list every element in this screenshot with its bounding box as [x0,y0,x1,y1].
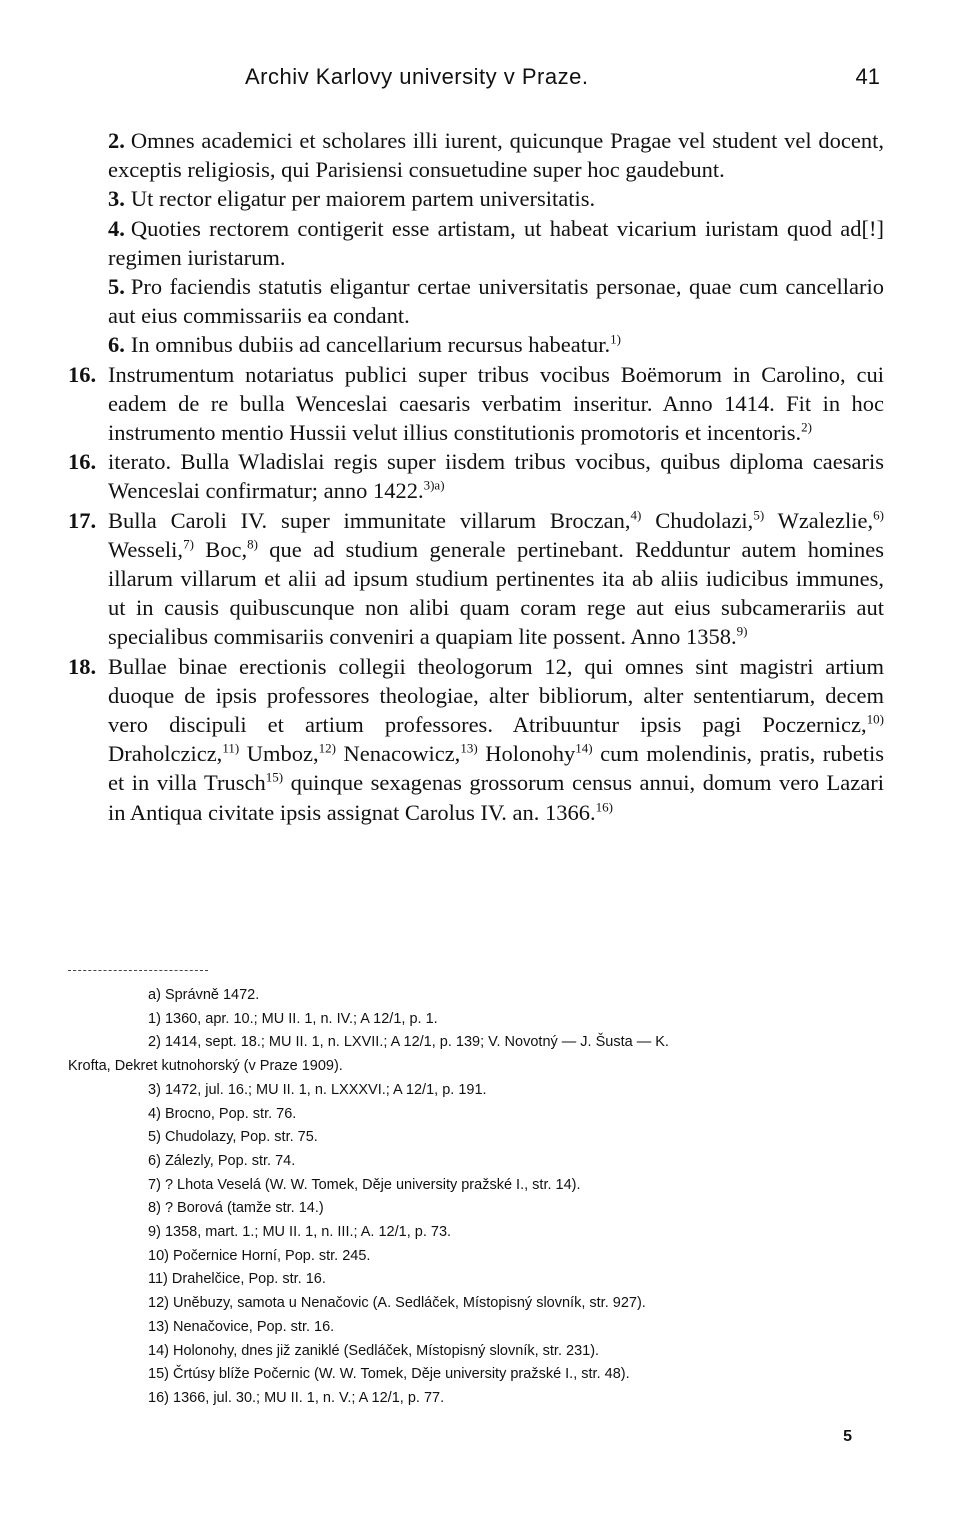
footnote-mark: 5) [148,1129,161,1146]
footnotes [68,984,890,1411]
footnote [68,1150,890,1174]
footnote-ref: 12) [318,740,336,756]
footnote [68,1245,890,1269]
list-item-number: 6. [108,332,125,358]
footnote-mark: 1) [148,1010,161,1027]
footnote [68,984,890,1008]
footnote [68,1008,890,1032]
footnote-text: 1360, apr. 10.; MU II. 1, n. IV.; A 12/1, p. 1. [164,1010,438,1027]
footnote-text: Zálezly, Pop. str. 74. [164,1152,296,1169]
footnote-ref: 15) [265,769,284,785]
page-number: 41 [855,64,880,89]
footnote-ref: 2) [801,419,812,435]
footnote-mark: 4) [148,1105,161,1122]
footnote-text: Črtúsy blíže Počernic (W. W. Tomek, Děje university pražské I., str. 48). [173,1366,630,1383]
footnote-text: Holonohy, dnes již zaniklé (Sedláček, Místopisný slovník, str. 231). [173,1342,600,1359]
entry-text: Draholczicz, [108,741,223,767]
footnote-mark: 13) [148,1318,169,1335]
entry-text: Nenacowicz, [335,741,461,767]
footnote [68,1031,890,1055]
entry-16-iterato [68,447,884,505]
signature-mark: 5 [843,1428,852,1445]
footnote [68,1268,890,1292]
footnote-ref: 3)a) [423,477,445,493]
list-item-number: 5. [108,274,125,300]
list-item [68,184,884,213]
footnote-continuation [68,1055,890,1079]
footnote-mark: 11) [148,1271,168,1288]
list-item-number: 3. [108,186,125,212]
list-item-text: Quoties rectorem contigerit esse artistam, ut habeat vicarium iuristam quod ad[!] regimen iuristarum. [108,215,884,270]
running-title: Archiv Karlovy university v Praze. [245,64,589,89]
footnote-text: 1472, jul. 16.; MU II. 1, n. LXXXVI.; A 12/1, p. 191. [164,1081,487,1098]
footnote-ref: 13) [460,740,478,756]
footnote-mark: 2) [148,1034,161,1051]
entry-number: 16. [68,361,97,387]
footnote-separator [68,970,208,971]
footnote-ref: 10) [866,711,884,727]
list-item [68,330,884,359]
footnote [68,1221,890,1245]
list-item-number: 4. [108,215,125,241]
footnote-mark: 7) [148,1176,161,1193]
footnote [68,1316,890,1340]
entry-number: 16. [68,449,97,475]
entry-text: Chudolazi, [641,507,754,533]
list-item-text: Pro faciendis statutis eligantur certae universitatis personae, quae cum cancellario aut eius commissariis ea condant. [108,274,884,329]
footnote-text: 1414, sept. 18.; MU II. 1, n. LXVII.; A 12/1, p. 139; V. Novotný — J. Šusta — K. [164,1034,669,1051]
footnote-mark: 12) [148,1295,169,1312]
entry-text: Bulla Caroli IV. super immunitate villarum Broczan, [108,507,631,533]
footnote-mark: 6) [148,1152,161,1169]
entry-text: Redduntur autem homines illarum villarum et alii ad ipsum studium pertinentes ita ab aliis iudicibus immunes, ut in causis quibuscunque non alibi quam coram rege aut eius subcamerariis aut specialibus commisariis conveniri a quapiam lite possent. Anno 1358. [108,536,885,650]
footnote-mark: 14) [148,1342,169,1359]
list-item-number: 2. [108,128,125,153]
footnote-text: 1358, mart. 1.; MU II. 1, n. III.; A. 12/1, p. 73. [164,1224,452,1241]
footnote-text: ? Lhota Veselá (W. W. Tomek, Děje university pražské I., str. 14). [164,1176,581,1193]
list-item-text: Ut rector eligatur per maiorem partem universitatis. [130,186,596,212]
entry-16 [68,360,884,448]
footnote [68,1292,890,1316]
entry-text: cum molendinis, pratis, rubetis et in villa Trusch [108,741,884,796]
entry-text: iterato. Bulla Wladislai regis super iisdem tribus vocibus, quibus diploma caesaris Wenceslai confirmatur; anno 1422. [108,449,884,504]
footnote [68,1103,890,1127]
footnote-ref: 16) [595,799,614,815]
footnote [68,1126,890,1150]
footnote-text: Počernice Horní, Pop. str. 245. [173,1247,371,1264]
footnote-mark: 15) [148,1366,169,1383]
footnote-ref: 11) [222,740,240,756]
entry-text: Boc, [193,536,248,562]
footnote-ref: 7) [183,536,194,552]
footnote [68,1340,890,1364]
running-header [0,64,960,104]
entry-17 [68,506,884,652]
footnote [68,1079,890,1103]
footnote-mark: 3) [148,1081,161,1098]
footnote-mark: 10) [148,1247,169,1264]
footnote-ref: 4) [630,507,642,523]
entry-18 [68,652,884,827]
footnote-mark: 9) [148,1224,161,1241]
footnote-ref: 14) [575,740,593,756]
entry-text: Holonohy [477,741,576,767]
footnote-text: Krofta, Dekret kutnohorský (v Praze 1909). [68,1058,343,1075]
list-item-text: Omnes academici et scholares illi iurent, quicunque Pragae vel student vel docent, exceptis religiosis, qui Parisiensi consuetudine super hoc gaudebunt. [108,128,884,183]
entry-text: Bullae binae erectionis collegii theologorum 12, qui omnes sint magistri artium duoque de ipsis professores theologiae, alter bibliorum, alter sententiarum, decem vero discipuli et artium professores. Atribuuntur ipsis pagi Poczernicz, [108,653,884,738]
footnote-mark: 16) [148,1389,169,1406]
footnote-ref: 8) [247,536,258,552]
footnote-text: Drahelčice, Pop. str. 16. [171,1271,326,1288]
entry-text: Wesseli, [108,536,184,562]
list-item-text: In omnibus dubiis ad cancellarium recursus habeatur. [130,332,611,358]
entry-text: quinque sexagenas grossorum census annui, domum vero Lazari in Antiqua civitate ipsis assignat Carolus IV. an. 1366. [108,770,884,825]
entry-text: que ad studium generale pertinebant. [257,536,624,562]
footnote-text: ? Borová (tamže str. 14.) [164,1200,324,1217]
main-text [68,126,884,827]
entry-number: 18. [68,653,97,679]
footnote [68,1197,890,1221]
entry-text: Wzalezlie, [764,507,874,533]
footnote [68,1387,890,1411]
footnote [68,1174,890,1198]
entry-text: Instrumentum notariatus publici super tribus vocibus Boëmorum in Carolino, cui eadem de re bulla Wenceslai caesaris verbatim inseritur. Anno 1414. Fit in hoc instrumento mentio Hussii velut illius constitutionis promotoris et incentoris. [108,361,884,446]
footnote [68,1363,890,1387]
footnote-ref: 9) [736,623,748,639]
footnote-text: Správně 1472. [164,987,260,1003]
list-item [68,214,884,272]
entry-text: Umboz, [239,741,319,767]
footnote-text: 1366, jul. 30.; MU II. 1, n. V.; A 12/1, p. 77. [173,1389,445,1406]
footnote-mark: 8) [148,1200,161,1217]
footnote-text: Brocno, Pop. str. 76. [164,1105,297,1122]
footnote-text: Chudolazy, Pop. str. 75. [164,1129,318,1146]
footnote-mark: a) [148,987,161,1003]
footnote-text: Nenačovice, Pop. str. 16. [173,1318,335,1335]
footnote-ref: 6) [873,507,884,523]
entry-number: 17. [68,507,97,533]
footnote-text: Unĕbuzy, samota u Nenačovic (A. Sedláček, Místopisný slovník, str. 927). [173,1295,646,1312]
footnote-ref: 5) [753,507,765,523]
footnote-ref: 1) [610,331,621,347]
list-item [68,126,884,184]
list-item [68,272,884,330]
